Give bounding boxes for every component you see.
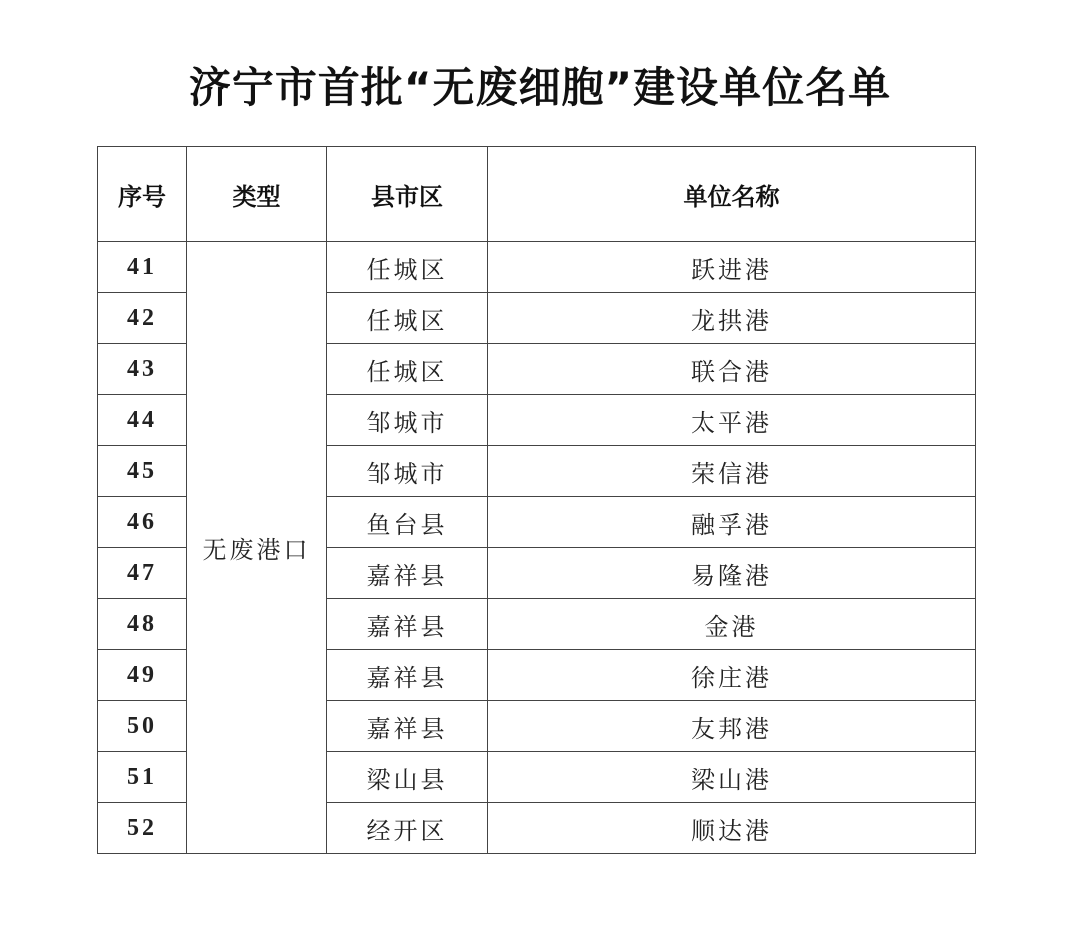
row-unit-name: 顺达港 — [488, 803, 976, 854]
row-district: 嘉祥县 — [327, 650, 488, 701]
row-district: 邹城市 — [327, 446, 488, 497]
row-seq: 46 — [98, 497, 187, 548]
header-unit-name: 单位名称 — [488, 147, 976, 242]
row-unit-name: 金港 — [488, 599, 976, 650]
row-district: 鱼台县 — [327, 497, 488, 548]
row-unit-name: 易隆港 — [488, 548, 976, 599]
row-seq: 47 — [98, 548, 187, 599]
row-district: 任城区 — [327, 293, 488, 344]
row-unit-name: 跃进港 — [488, 242, 976, 293]
row-seq: 52 — [98, 803, 187, 854]
row-district: 嘉祥县 — [327, 701, 488, 752]
row-seq: 44 — [98, 395, 187, 446]
row-seq: 49 — [98, 650, 187, 701]
row-seq: 45 — [98, 446, 187, 497]
row-unit-name: 梁山港 — [488, 752, 976, 803]
row-unit-name: 融孚港 — [488, 497, 976, 548]
row-seq: 42 — [98, 293, 187, 344]
header-district: 县市区 — [327, 147, 488, 242]
table-header-row — [98, 147, 976, 242]
row-district: 任城区 — [327, 242, 488, 293]
document-title: 济宁市首批“无废细胞”建设单位名单 — [188, 63, 892, 112]
type-cell: 无废港口 — [187, 242, 327, 854]
row-district: 嘉祥县 — [327, 548, 488, 599]
row-unit-name: 荣信港 — [488, 446, 976, 497]
row-seq: 48 — [98, 599, 187, 650]
row-seq: 50 — [98, 701, 187, 752]
row-district: 经开区 — [327, 803, 488, 854]
row-seq: 43 — [98, 344, 187, 395]
row-seq: 51 — [98, 752, 187, 803]
table-row — [98, 242, 976, 293]
units-table — [97, 146, 976, 854]
row-unit-name: 太平港 — [488, 395, 976, 446]
row-district: 梁山县 — [327, 752, 488, 803]
header-type: 类型 — [187, 147, 327, 242]
header-seq: 序号 — [98, 147, 187, 242]
row-district: 嘉祥县 — [327, 599, 488, 650]
row-district: 邹城市 — [327, 395, 488, 446]
row-unit-name: 友邦港 — [488, 701, 976, 752]
row-unit-name: 联合港 — [488, 344, 976, 395]
row-seq: 41 — [98, 242, 187, 293]
row-unit-name: 龙拱港 — [488, 293, 976, 344]
row-unit-name: 徐庄港 — [488, 650, 976, 701]
row-district: 任城区 — [327, 344, 488, 395]
